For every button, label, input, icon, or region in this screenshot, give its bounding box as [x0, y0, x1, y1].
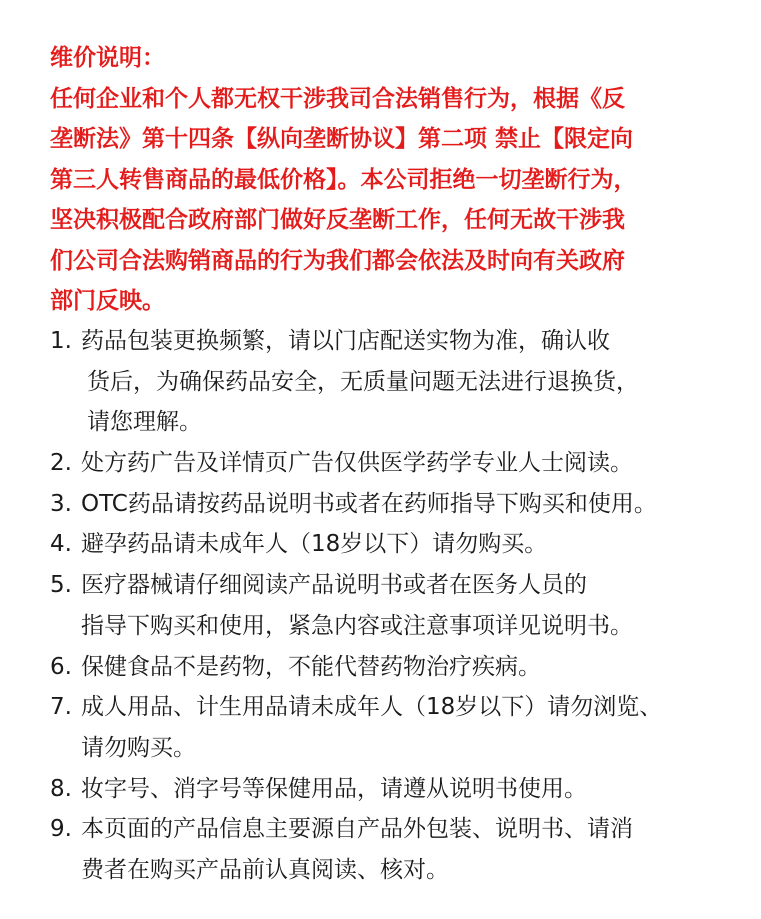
item-text: 医疗器械请仔细阅读产品说明书或者在医务人员的 [81, 572, 587, 599]
notice-line: 第三人转售商品的最低价格】。本公司拒绝一切垄断行为， [50, 166, 637, 193]
item-text: 药品包装更换频繁，请以门店配送实物为准，确认收 [81, 328, 610, 354]
list-item [50, 647, 755, 688]
item-number: 7. [50, 694, 72, 721]
item-number: 9. [50, 816, 72, 843]
notice-line: 部门反映。 [50, 288, 165, 314]
item-text: OTC药品请按药品说明书或者在药师指导下购买和使用。 [81, 490, 657, 517]
notice-line: 垄断法》第十四条【纵向垄断协议】第二项 禁止【限定向 [50, 126, 634, 152]
item-number: 5. [50, 572, 72, 599]
list-item [50, 443, 755, 484]
item-text-continued: 请勿购买。 [81, 734, 196, 761]
list-item [50, 524, 755, 565]
list-item [50, 687, 755, 728]
price-notice [50, 38, 750, 322]
item-text-continued: 货后，为确保药品安全，无质量问题无法进行退换货， [87, 368, 639, 395]
item-text-continued: 请您理解。 [87, 409, 202, 436]
disclaimer-list [50, 321, 755, 891]
list-item [50, 484, 755, 525]
item-number: 8. [50, 775, 72, 802]
item-number: 3. [50, 490, 72, 517]
list-item [50, 809, 755, 850]
item-text: 保健食品不是药物，不能代替药物治疗疾病。 [81, 653, 541, 680]
item-number: 4. [50, 531, 72, 558]
item-text: 成人用品、计生用品请未成年人（18岁以下）请勿浏览、 [81, 694, 663, 721]
item-text: 妆字号、消字号等保健用品，请遵从说明书使用。 [81, 775, 587, 802]
item-text-continued: 指导下购买和使用，紧急内容或注意事项详见说明书。 [81, 612, 633, 639]
list-item [50, 321, 755, 362]
item-text: 处方药广告及详情页广告仅供医学药学专业人士阅读。 [81, 450, 633, 477]
list-item [50, 565, 755, 606]
list-item [50, 769, 755, 810]
item-text: 本页面的产品信息主要源自产品外包装、说明书、请消 [81, 816, 633, 843]
notice-line: 任何企业和个人都无权干涉我司合法销售行为，根据《反 [50, 85, 625, 112]
notice-line: 坚决积极配合政府部门做好反垄断工作，任何无故干涉我 [50, 207, 625, 233]
item-number: 6. [50, 653, 72, 680]
item-text: 避孕药品请未成年人（18岁以下）请勿购买。 [81, 531, 548, 558]
item-number: 1. [50, 328, 72, 354]
notice-line: 们公司合法购销商品的行为我们都会依法及时向有关政府 [50, 247, 625, 274]
notice-title: 维价说明： [50, 45, 165, 71]
item-text-continued: 费者在购买产品前认真阅读、核对。 [81, 856, 449, 883]
item-number: 2. [50, 450, 72, 477]
